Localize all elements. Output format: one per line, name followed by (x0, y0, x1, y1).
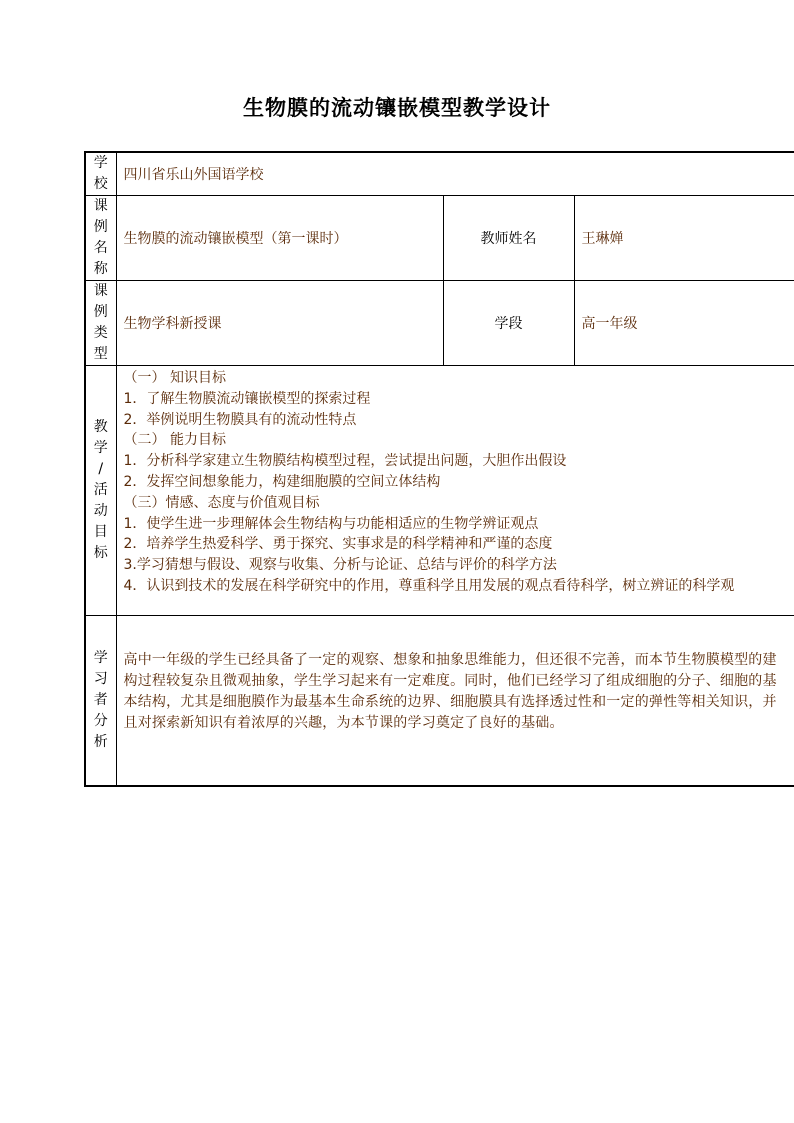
label-char: 课 (93, 283, 108, 299)
objective-item: 2．举例说明生物膜具有的流动性特点 (123, 411, 357, 428)
case-name-value: 生物膜的流动镶嵌模型（第一课时） (116, 196, 443, 281)
objective-item: 1．了解生物膜流动镶嵌模型的探索过程 (123, 390, 371, 407)
label-char: 目 (93, 524, 108, 540)
label-char: 型 (93, 346, 108, 362)
label-char: 学 (93, 155, 108, 171)
stage-value: 高一年级 (574, 281, 794, 366)
objective-item: 1．使学生进一步理解体会生物结构与功能相适应的生物学辨证观点 (123, 515, 539, 532)
lesson-plan-table (84, 151, 794, 787)
label-char: 动 (93, 503, 108, 519)
learner-analysis-text: 高中一年级的学生已经具备了一定的观察、想象和抽象思维能力，但还很不完善，而本节生物膜模型的建构过程较复杂且微观抽象，学生学习起来有一定难度。同时，他们已经学习了组成细胞的分子、细胞的基本结构，尤其是细胞膜作为最基本生命系统的边界、细胞膜具有选择透过性和一定的弹性等相关知识，并且对探索新知识有着浓厚的兴趣，为本节课的学习奠定了良好的基础。 (116, 616, 794, 786)
objective-heading: （二） 能力目标 (123, 432, 226, 449)
label-char: 名 (93, 240, 108, 256)
label-char: 习 (93, 670, 108, 687)
teacher-name-label: 教师姓名 (443, 196, 574, 281)
label-char: 校 (93, 176, 108, 192)
objective-heading: （三）情感、态度与价值观目标 (123, 494, 320, 511)
objective-heading: （一） 知识目标 (123, 370, 226, 386)
label-char: 类 (93, 325, 108, 341)
row-learner-analysis (85, 616, 794, 786)
label-char: 例 (93, 219, 108, 235)
label-char: 例 (93, 304, 108, 320)
row-case-type (85, 281, 794, 366)
objective-item: 2．培养学生热爱科学、勇于探究、实事求是的科学精神和严谨的态度 (123, 536, 553, 553)
label-char: 析 (93, 733, 108, 750)
label-char: 学 (93, 440, 108, 456)
case-name-label (85, 196, 116, 281)
label-char: 课 (93, 198, 108, 214)
objective-item: 1．分析科学家建立生物膜结构模型过程，尝试提出问题，大胆作出假设 (123, 453, 567, 470)
label-char: / (98, 461, 104, 477)
label-char: 者 (93, 691, 108, 708)
label-char: 活 (93, 482, 108, 498)
objectives-label (85, 366, 116, 616)
objective-item: 2．发挥空间想象能力，构建细胞膜的空间立体结构 (123, 473, 441, 490)
row-case-name (85, 196, 794, 281)
objective-item: 4．认识到技术的发展在科学研究中的作用，尊重科学且用发展的观点看待科学，树立辨证的科学观 (123, 577, 735, 594)
case-type-value: 生物学科新授课 (116, 281, 443, 366)
label-char: 称 (93, 261, 108, 277)
school-value: 四川省乐山外国语学校 (116, 152, 794, 196)
teacher-name-value: 王琳婵 (574, 196, 794, 281)
school-label (85, 152, 116, 196)
row-objectives (85, 366, 794, 616)
label-char: 教 (93, 419, 108, 435)
row-school (85, 152, 794, 196)
stage-label: 学段 (443, 281, 574, 366)
objective-item: 3.学习猜想与假设、观察与收集、分析与论证、总结与评价的科学方法 (123, 557, 557, 574)
label-char: 分 (93, 712, 108, 729)
case-type-label (85, 281, 116, 366)
learner-analysis-label (85, 616, 116, 786)
label-char: 标 (93, 545, 108, 561)
label-char: 学 (93, 649, 108, 666)
objectives-content (116, 366, 794, 616)
page-title: 生物膜的流动镶嵌模型教学设计 (243, 95, 551, 120)
